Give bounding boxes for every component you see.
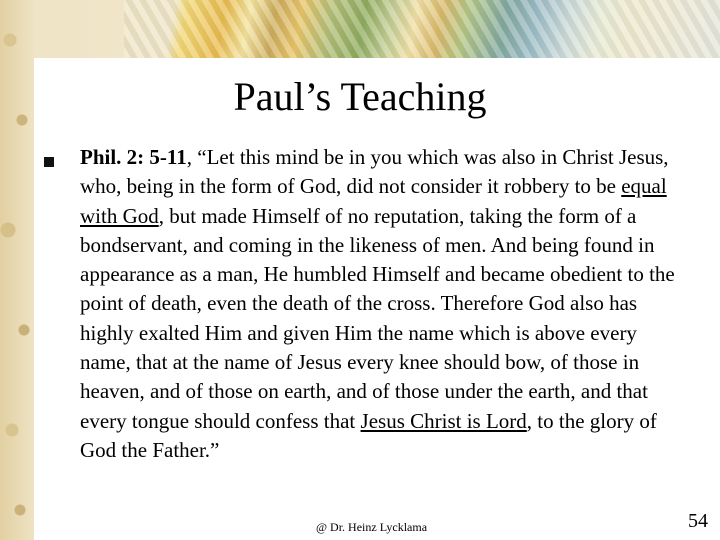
text-segment-3: , to the glory of God the Father.”	[80, 408, 657, 462]
leaf-decoration-band	[124, 0, 720, 58]
underlined-phrase-2: Jesus Christ is Lord	[360, 408, 527, 433]
underlined-phrase-1: equal with God	[80, 174, 667, 228]
footer-credit: @ Dr. Heinz Lycklama	[316, 520, 428, 534]
slide-title: Paul’s Teaching	[233, 74, 487, 119]
page-number: 54	[688, 510, 708, 532]
text-segment-1: , “Let this mind be in you which was also in Christ Jesus, who, being in the form of God, did not consider it robbery to be	[80, 145, 669, 199]
scripture-reference: Phil. 2: 5-11	[80, 145, 187, 169]
text-segment-2: , but made Himself of no reputation, taking the form of a bondservant, and coming in the likeness of men. And being found in appearance as a man, He humbled Himself and became obedient to the point of death, even the death of the cross. Therefore God also has highly exalted Him and given Him the name which is above every name, that at the name of Jesus every knee should bow, of those in heaven, and of those on earth, and of those under the earth, and that every tongue should confess that	[80, 203, 675, 433]
bullet-square-icon	[44, 157, 54, 167]
background-texture-top	[34, 0, 720, 58]
bullet-text	[80, 143, 680, 465]
